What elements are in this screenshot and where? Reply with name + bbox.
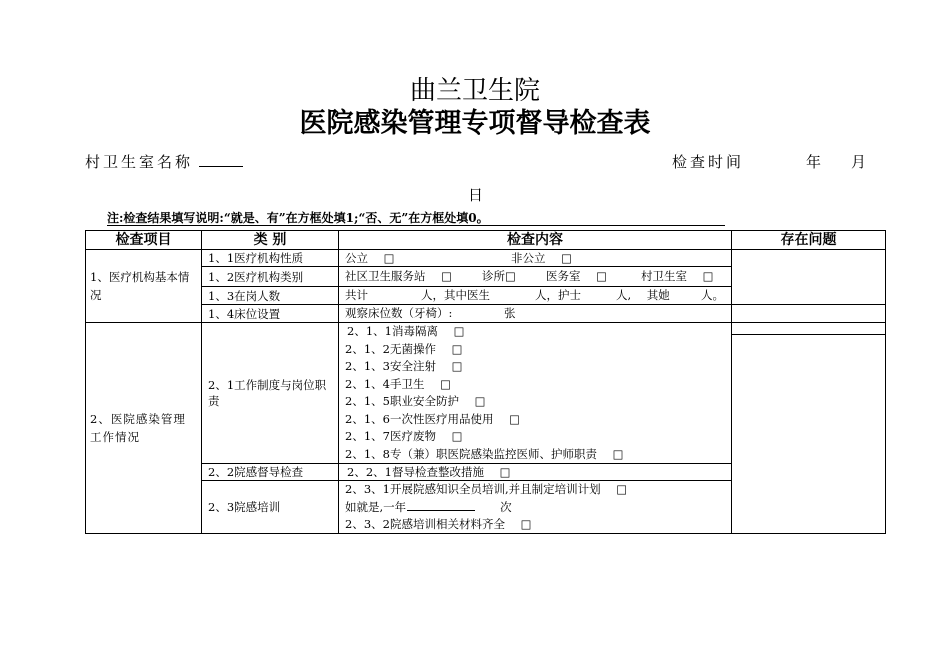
staff-nurses: 人，护士: [535, 288, 581, 302]
issues-cell-2: [732, 335, 886, 534]
month-label: 月: [851, 153, 870, 171]
table-row: [202, 287, 339, 305]
list-item: 2、1、6一次性医疗用品使用 □: [345, 411, 520, 426]
section2-item: 2、医院感染管理工作情况: [90, 412, 186, 444]
training-times-blank: [407, 499, 475, 511]
content-2-2: [339, 464, 732, 481]
table-row: [202, 305, 339, 323]
option-village-clinic: 村卫生室 □: [641, 269, 714, 283]
table-row: [202, 464, 339, 481]
hospital-name: 曲兰卫生院: [409, 76, 540, 106]
content-2-3: [339, 481, 732, 534]
clinic-name-blank: [199, 154, 243, 167]
staff-doctors: 人，其中医生: [421, 288, 490, 302]
issues-cell-2-top: [732, 323, 886, 335]
list-item: 2、1、8专（兼）职医院感染监控医师、护师职责 □: [345, 446, 624, 461]
issues-cell-1: [732, 250, 886, 305]
content-2-1: [339, 323, 732, 464]
list-item: 2、3、1开展院感知识全员培训,并且制定培训计划 □: [345, 482, 628, 496]
list-item: 2、2、1督导检查整改措施 □: [347, 465, 511, 479]
section2-item-cell: [86, 323, 202, 534]
day-label: 日: [468, 186, 487, 204]
section1-item: 1、医疗机构基本情况: [90, 270, 190, 302]
content-1-1: [339, 250, 732, 267]
header-existing-issues: 存在问题: [732, 231, 886, 250]
category-1-3: 1、3在岗人数: [208, 288, 281, 303]
training-times-line: [345, 499, 731, 517]
category-1-2: 1、2医疗机构类别: [208, 269, 304, 284]
table-row: [202, 267, 339, 287]
section1-item-cell: [86, 250, 202, 323]
category-1-4: 1、4床位设置: [208, 306, 281, 321]
list-item: 2、1、5职业安全防护 □: [345, 394, 486, 408]
header-category: 类 别: [202, 231, 339, 250]
list-item: 2、1、2无菌操作 □: [345, 341, 463, 356]
training-times-unit: 次: [500, 499, 512, 514]
fill-instructions-note: 注:检查结果填写说明:“就是、有”在方框处填1;“否、无”在方框处填0。: [107, 211, 725, 226]
staff-total: 共计: [345, 288, 368, 302]
observation-beds-label: 观察床位数（牙椅）:: [345, 306, 453, 320]
category-1-1: 1、1医疗机构性质: [208, 251, 304, 265]
training-times-prefix: 如就是,一年: [345, 499, 407, 514]
header-inspection-content: 检查内容: [339, 231, 732, 250]
option-non-public: 非公立 □: [511, 251, 573, 265]
option-community-health-station: 社区卫生服务站 □: [345, 269, 453, 283]
observation-beds-unit: 张: [504, 306, 516, 320]
clinic-name-label: 村卫生室名称: [85, 153, 194, 171]
form-title: 医院感染管理专项督导检查表: [299, 108, 651, 139]
content-1-2: [339, 267, 732, 287]
list-item: 2、1、4手卫生 □: [345, 376, 451, 391]
issues-cell-1-4: [732, 305, 886, 323]
content-1-4: [339, 305, 732, 323]
table-row: [202, 323, 339, 464]
list-item: 2、1、1消毒隔离 □: [347, 324, 465, 338]
category-2-1: 2、1工作制度与岗位职责: [208, 378, 327, 408]
clinic-name-field: [85, 152, 243, 172]
header-inspection-item: 检查项目: [86, 231, 202, 250]
category-2-3: 2、3院感培训: [208, 500, 281, 514]
year-label: 年: [806, 153, 825, 171]
table-row: [202, 481, 339, 534]
staff-others-unit: 人。: [701, 288, 724, 302]
table-row: [202, 250, 339, 267]
option-infirmary: 医务室 □: [546, 269, 608, 283]
content-1-3: [339, 287, 732, 305]
option-clinic: 诊所□: [482, 269, 516, 283]
category-2-2: 2、2院感督导检查: [208, 465, 304, 479]
list-item: 2、1、3安全注射 □: [345, 359, 463, 373]
inspection-table: [85, 230, 886, 534]
list-item: 2、1、7医疗废物 □: [345, 429, 463, 443]
inspection-time-label: 检查时间: [672, 153, 745, 171]
staff-others: 人, 其她: [616, 288, 670, 302]
list-item: 2、3、2院感培训相关材料齐全 □: [345, 517, 532, 532]
option-public: 公立 □: [345, 251, 395, 265]
